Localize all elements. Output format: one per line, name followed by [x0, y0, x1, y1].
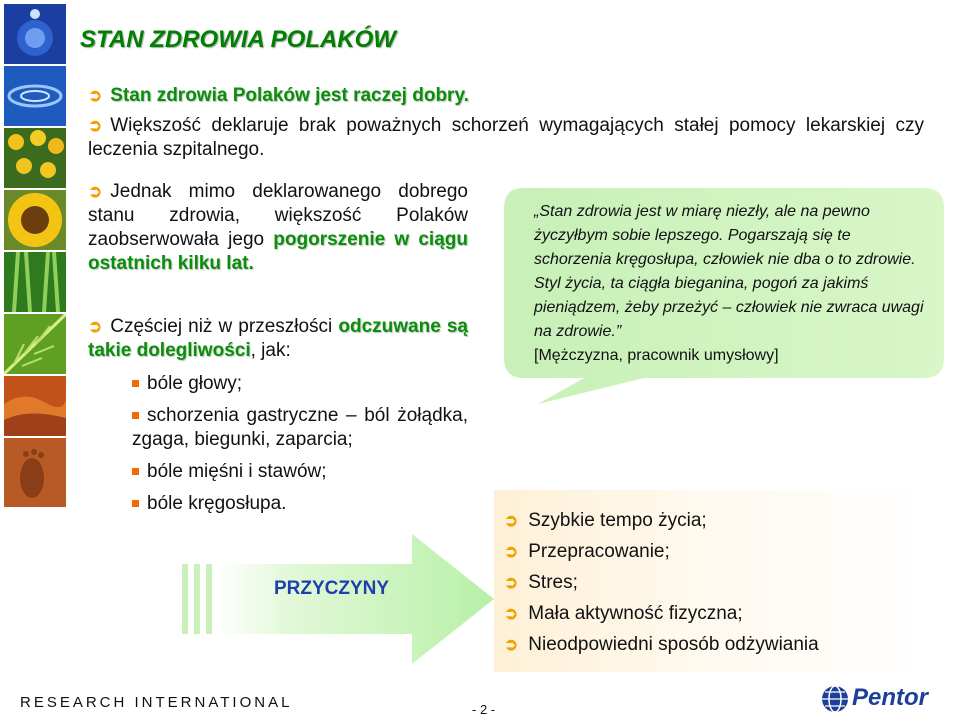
arrow-right-circle-icon: ➲ — [88, 86, 103, 105]
customer-quote — [534, 200, 932, 368]
water-ripple-image — [4, 66, 66, 126]
page-number: - 2 - — [472, 702, 496, 717]
bullet-health-good — [88, 84, 928, 108]
sunflower-field-image — [4, 128, 66, 188]
quote-text: „Stan zdrowia jest w miarę niezły, ale na pewno życzyłbym sobie lepszego. Pogarszają się te schorzenia kręgosłupa, człowiek nie dba o to zdrowie. Styl życia, ta ciągła bieganina, pogoń za jakimś pieniądzem, żeby przeżyć – człowiek nie zwraca uwagi na zdrowie.” — [534, 203, 924, 340]
bullet-text: Jednak mimo deklarowanego dobrego stanu zdrowia, większość Polaków zaobserwowała jego — [88, 181, 468, 250]
cause-item — [504, 603, 743, 625]
cause-text: Szybkie tempo życia; — [528, 510, 707, 531]
sunflower-image — [4, 190, 66, 250]
bullet-health-worsened — [88, 180, 468, 276]
arrow-right-circle-icon: ➲ — [504, 542, 519, 561]
bullet-no-serious-illness — [88, 114, 924, 162]
causes-label: PRZYCZYNY — [274, 578, 390, 599]
symptom-text: bóle głowy; — [147, 373, 243, 394]
arrow-right-circle-icon: ➲ — [88, 116, 103, 135]
pentor-logo — [820, 684, 960, 714]
water-drop-image — [4, 4, 66, 64]
cause-text: Nieodpowiedni sposób odżywiania — [528, 634, 819, 655]
bullet-ailments — [88, 315, 468, 363]
desert-dunes-image — [4, 376, 66, 436]
arrow-right-circle-icon: ➲ — [504, 604, 519, 623]
cause-item — [504, 634, 819, 656]
arrow-right-circle-icon: ➲ — [504, 511, 519, 530]
symptom-item — [132, 372, 468, 396]
arrow-right-circle-icon: ➲ — [504, 573, 519, 592]
symptom-text: bóle kręgosłupa. — [147, 493, 287, 514]
bullet-text: Stan zdrowia Polaków jest raczej dobry. — [110, 85, 469, 106]
cause-text: Przepracowanie; — [528, 541, 670, 562]
decorative-photo-strip — [4, 4, 66, 507]
square-icon — [132, 500, 139, 507]
arrow-right-circle-icon: ➲ — [504, 635, 519, 654]
symptom-text: schorzenia gastryczne – ból żołądka, zgaga, biegunki, zaparcia; — [132, 405, 468, 450]
footer-brand: RESEARCH INTERNATIONAL — [20, 694, 293, 711]
cause-text: Stres; — [528, 572, 578, 593]
page-title: STAN ZDROWIA POLAKÓW — [80, 26, 396, 53]
square-icon — [132, 468, 139, 475]
quote-author: [Mężczyzna, pracownik umysłowy] — [534, 347, 779, 364]
cause-text: Mała aktywność fizyczna; — [528, 603, 743, 624]
symptom-text: bóle mięśni i stawów; — [147, 461, 327, 482]
cause-item — [504, 510, 707, 532]
arrow-right-circle-icon: ➲ — [88, 182, 103, 201]
green-stems-image — [4, 252, 66, 312]
square-icon — [132, 380, 139, 387]
highlight-text: odczuwane są takie dolegliwości — [88, 316, 468, 361]
cause-item — [504, 541, 670, 563]
cause-item — [504, 572, 578, 594]
symptom-item — [132, 492, 468, 516]
square-icon — [132, 412, 139, 419]
bullet-text: Częściej niż w przeszłości — [110, 316, 339, 337]
symptom-item — [132, 460, 468, 484]
green-leaf-image — [4, 314, 66, 374]
bullet-tail: , jak: — [250, 340, 291, 361]
bullet-text: Większość deklaruje brak poważnych schorzeń wymagających stałej pomocy lekarskiej czy leczenia szpitalnego. — [88, 115, 924, 160]
logo-text: Pentor — [852, 684, 929, 711]
symptom-item — [132, 404, 468, 452]
sand-footprint-image — [4, 438, 66, 507]
arrow-right-circle-icon: ➲ — [88, 317, 103, 336]
globe-icon — [820, 684, 850, 714]
highlight-text: pogorszenie w ciągu ostatnich kilku lat. — [88, 229, 468, 274]
